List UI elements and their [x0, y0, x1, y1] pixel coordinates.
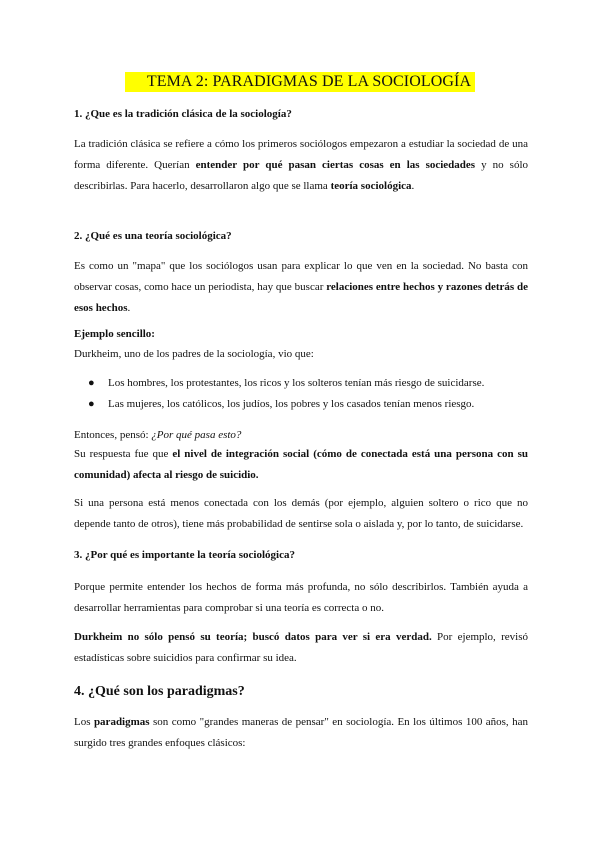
q2-heading: 2. ¿Qué es una teoría sociológica?	[74, 230, 232, 242]
q4-text-rest: son como "grandes maneras de pensar" en sociología. En los últimos 100 años, han surgido tres grandes enfoques clásicos:	[74, 716, 528, 749]
q3-heading: 3. ¿Por qué es importante la teoría sociológica?	[74, 549, 295, 561]
then-line	[74, 425, 528, 446]
answer-paragraph	[74, 444, 528, 486]
then-question: ¿Por qué pasa esto?	[151, 429, 242, 441]
q2-text-end: .	[127, 302, 131, 314]
list-item-text: Las mujeres, los católicos, los judíos, los pobres y los casados tenían menos riesgo.	[108, 398, 475, 410]
q2-paragraph-3: Si una persona está menos conectada con los demás (por ejemplo, alguien soltero o rico que no depende tanto de otros), tiene más probabilidad de sentirse sola o aislada y, por lo tanto, de suicidarse.	[74, 497, 528, 530]
q3-paragraph: Porque permite entender los hechos de forma más profunda, no sólo describirlos. También ayuda a desarrollar herramientas para comprobar si una teoría es correcta o no.	[74, 581, 528, 614]
q1-heading: 1. ¿Que es la tradición clásica de la sociología?	[74, 108, 292, 120]
bullet-icon: ●	[88, 377, 95, 389]
q1-text: La tradición clásica se refiere a cómo los primeros sociólogos empezaron a estudiar la sociedad de una forma diferente. Querían	[74, 138, 528, 171]
q1-text-end: .	[411, 180, 415, 192]
example-list	[74, 373, 528, 415]
q3-text-rest: Por ejemplo, revisó estadísticas sobre suicidios para confirmar su idea.	[74, 631, 528, 664]
q2-bold-text: relaciones entre hechos y razones detrás de esos hechos	[74, 281, 528, 314]
example-intro: Durkheim, uno de los padres de la sociología, vio que:	[74, 348, 314, 360]
q4-paragraph	[74, 712, 528, 754]
q3-paragraph-2	[74, 627, 528, 669]
q1-bold-text-2: teoría sociológica	[330, 180, 412, 192]
bullet-icon: ●	[88, 398, 95, 410]
q1-bold-text: entender por qué pasan ciertas cosas en las sociedades	[195, 159, 476, 171]
q3-bold-text: Durkheim no sólo pensó su teoría; buscó datos para ver si era verdad.	[74, 631, 432, 643]
title-wrap	[0, 72, 600, 92]
list-item	[74, 373, 528, 394]
q4-text: Los	[74, 716, 94, 728]
q4-bold-text: paradigmas	[93, 716, 150, 728]
page-title: TEMA 2: PARADIGMAS DE LA SOCIOLOGÍA	[125, 72, 475, 92]
q2-text: Es como un "mapa" que los sociólogos usan para explicar lo que ven en la sociedad. No basta con observar cosas, como hace un periodista, hay que buscar	[74, 260, 528, 293]
q2-paragraph	[74, 256, 528, 319]
answer-text: Su respuesta fue que	[74, 448, 173, 460]
q4-heading: 4. ¿Qué son los paradigmas?	[74, 684, 245, 699]
list-item-text: Los hombres, los protestantes, los ricos y los solteros tenían más riesgo de suicidarse.	[108, 377, 485, 389]
q1-paragraph	[74, 134, 528, 197]
then-text: Entonces, pensó:	[74, 429, 152, 441]
q1-text-b: y no sólo describirlas. Para hacerlo, desarrollaron algo que se llama	[74, 159, 529, 192]
example-heading: Ejemplo sencillo:	[74, 328, 155, 340]
list-item	[74, 394, 528, 415]
answer-bold-text: el nivel de integración social (cómo de conectada está una persona con su comunidad) afecta al riesgo de suicidio.	[74, 448, 528, 481]
